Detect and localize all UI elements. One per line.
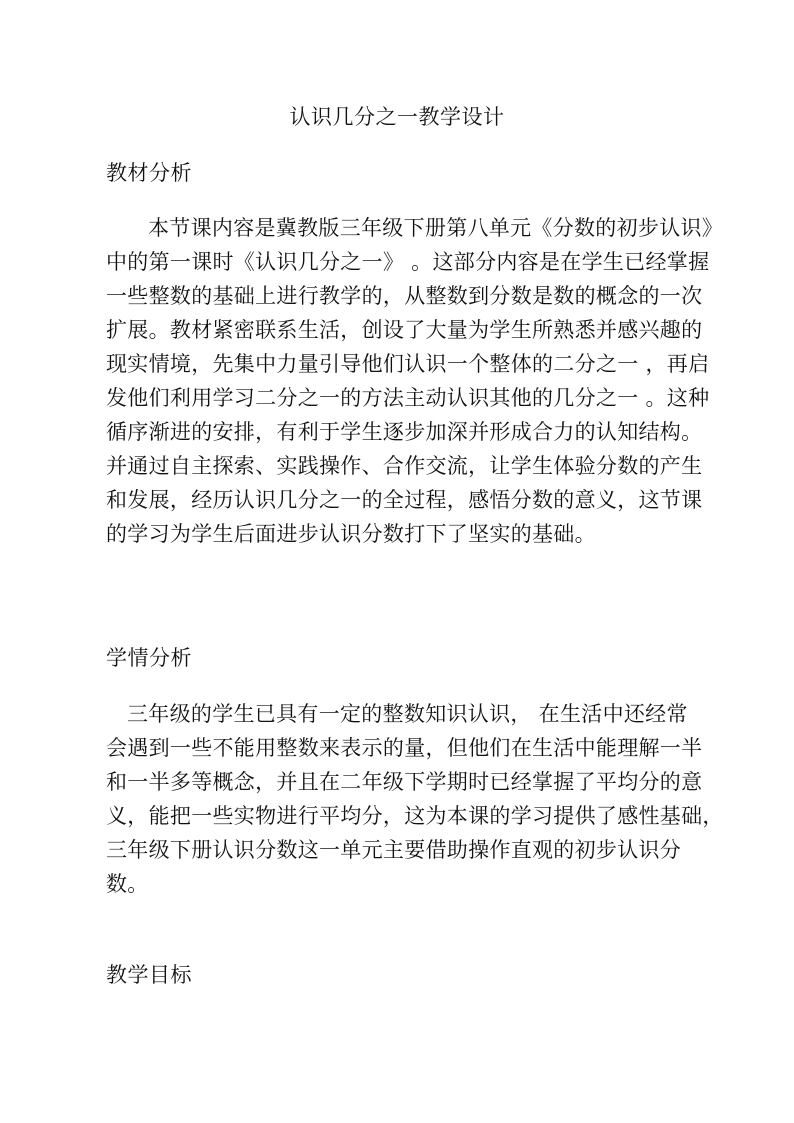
paragraph-line: 发他们利用学习二分之一的方法主动认识其他的几分之一 。这种 (106, 386, 710, 410)
section-heading-student-analysis: 学情分析 (106, 646, 192, 670)
section-heading-teaching-objectives: 教学目标 (106, 963, 192, 987)
paragraph-line: 会遇到一些不能用整数来表示的量，但他们在生活中能理解一半 (106, 736, 703, 760)
paragraph-line: 三年级下册认识分数这一单元主要借助操作直观的初步认识分 (106, 838, 682, 862)
paragraph-line: 和一半多等概念，并且在二年级下学期时已经掌握了平均分的意 (106, 770, 703, 794)
document-title: 认识几分之一教学设计 (289, 105, 505, 129)
paragraph-line: 扩展。教材紧密联系生活，创设了大量为学生所熟悉并感兴趣的 (106, 318, 703, 342)
paragraph-textbook-analysis (106, 211, 724, 551)
paragraph-line: 和发展，经历认识几分之一的全过程，感悟分数的意义，这节课 (106, 488, 703, 512)
paragraph-line: 的学习为学生后面进步认识分数打下了坚实的基础。 (106, 522, 596, 546)
paragraph-line: 并通过自主探索、实践操作、合作交流，让学生体验分数的产生 (106, 454, 703, 478)
paragraph-line: 循序渐进的安排，有利于学生逐步加深并形成合力的认知结构。 (106, 420, 703, 444)
paragraph-line: 一些整数的基础上进行教学的，从整数到分数是数的概念的一次 (106, 284, 703, 308)
paragraph-line: 现实情境，先集中力量引导他们认识一个整体的二分之一 ，再启 (106, 352, 710, 376)
paragraph-line: 三年级的学生已具有一定的整数知识认识， 在生活中还经常 (127, 702, 688, 726)
paragraph-student-analysis (106, 697, 724, 901)
paragraph-line: 中的第一课时《认识几分之一》 。这部分内容是在学生已经掌握 (106, 250, 710, 274)
paragraph-line: 数。 (106, 872, 149, 896)
paragraph-line: 本节课内容是冀教版三年级下册第八单元《分数的初步认识》 (148, 216, 724, 240)
section-heading-textbook-analysis: 教材分析 (106, 161, 192, 185)
paragraph-line: 义，能把一些实物进行平均分，这为本课的学习提供了感性基础， (106, 804, 724, 828)
